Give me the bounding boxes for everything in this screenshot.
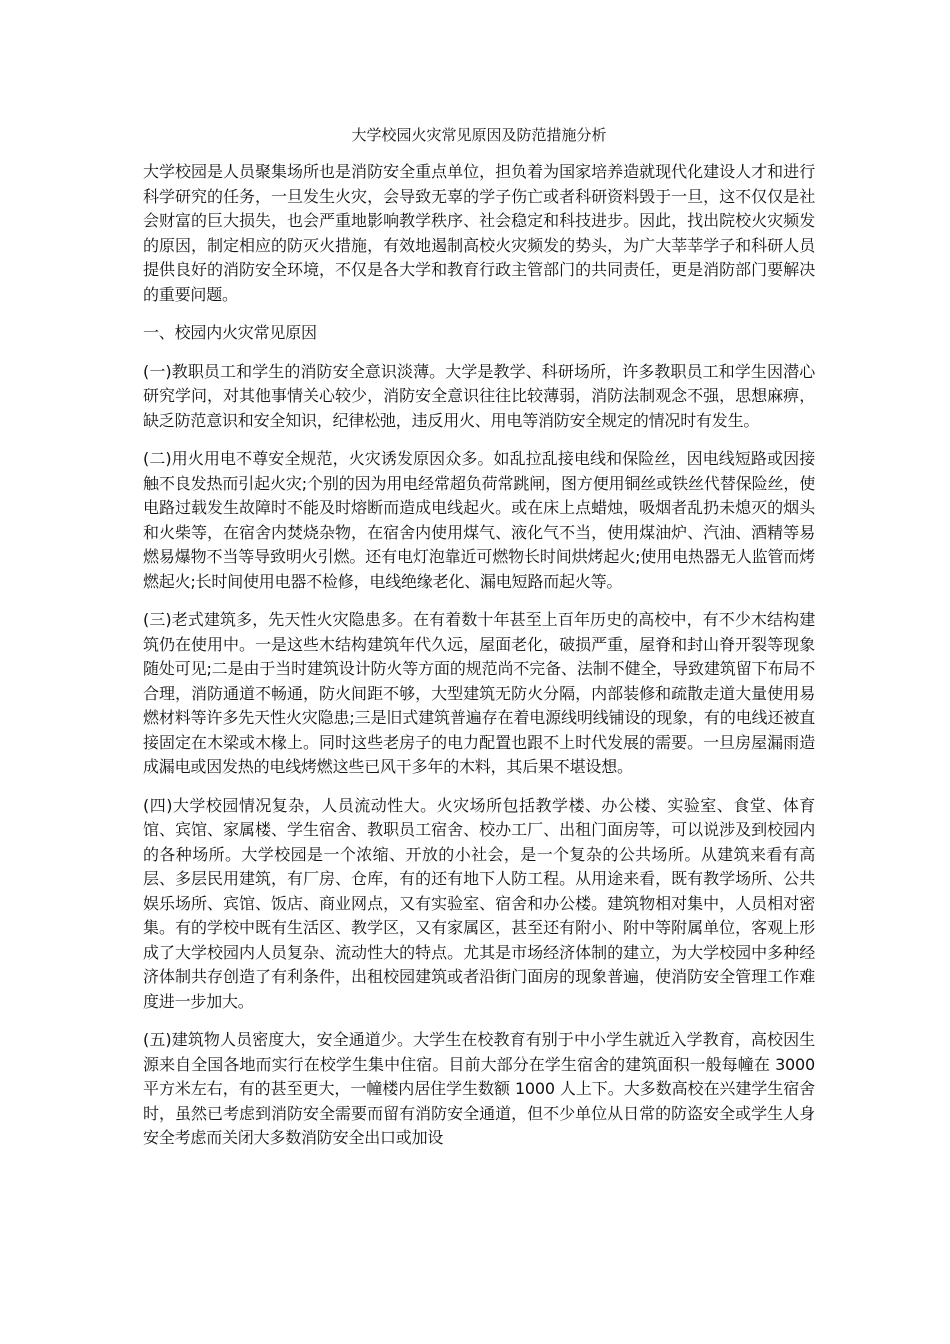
body-paragraph: (三)老式建筑多，先天性火灾隐患多。在有着数十年甚至上百年历史的高校中，有不少木结构建筑仍在使用中。一是这些木结构建筑年代久远，屋面老化，破损严重，屋脊和封山脊开裂等现象随处可见;二是由于当时建筑设计防火等方面的规范尚不完备、法制不健全，导致建筑留下布局不合理，消防通道不畅通，防火间距不够，大型建筑无防火分隔，内部装修和疏散走道大量使用易燃材料等许多先天性火灾隐患;三是旧式建筑普遍存在着电源线明线铺设的现象，有的电线还被直接固定在木梁或木椽上。同时这些老房子的电力配置也跟不上时代发展的需要。一旦房屋漏雨造成漏电或因发热的电线烤燃这些已风干多年的木料，其后果不堪设想。: [143, 610, 815, 776]
intro-paragraph: 大学校园是人员聚集场所也是消防安全重点单位，担负着为国家培养造就现代化建设人才和进行科学研究的任务，一旦发生火灾，会导致无辜的学子伤亡或者科研资料毁于一旦，这不仅仅是社会财富的巨大损失，也会严重地影响教学秩序、社会稳定和科技进步。因此，找出院校火灾频发的原因，制定相应的防灭火措施，有效地遏制高校火灾频发的势头，为广大莘莘学子和科研人员提供良好的消防安全环境，不仅是各大学和教育行政主管部门的共同责任，更是消防部门要解决的重要问题。: [143, 162, 815, 304]
section-heading: 一、校园内火灾常见原因: [143, 323, 317, 342]
body-paragraph: (一)教职员工和学生的消防安全意识淡薄。大学是教学、科研场所，许多教职员工和学生因潜心研究学问，对其他事情关心较少，消防安全意识往往比较薄弱，消防法制观念不强，思想麻痹，缺乏防范意识和安全知识，纪律松弛，违反用火、用电等消防安全规定的情况时有发生。: [143, 361, 815, 430]
document-title: 大学校园火灾常见原因及防范措施分析: [351, 126, 607, 144]
body-paragraph: (五)建筑物人员密度大，安全通道少。大学生在校教育有别于中小学生就近入学教育，高校因生源来自全国各地而实行在校学生集中住宿。目前大部分在学生宿舍的建筑面积一般每幢在 3000 平方米左右，有的甚至更大，一幢楼内居住学生数额 1000 人上下。大多数高校在兴建学生宿舍时，虽然已考虑到消防安全需要而留有消防安全通道，但不少单位从日常的防盗安全或学生人身安全考虑而关闭大多数消防安全出口或加设: [143, 1030, 815, 1147]
document-page: [143, 124, 815, 1165]
body-paragraph: (四)大学校园情况复杂，人员流动性大。火灾场所包括教学楼、办公楼、实验室、食堂、体育馆、宾馆、家属楼、学生宿舍、教职员工宿舍、校办工厂、出租门面房等，可以说涉及到校园内的各种场所。大学校园是一个浓缩、开放的小社会，是一个复杂的公共场所。从建筑来看有高层、多层民用建筑，有厂房、仓库，有的还有地下人防工程。从用途来看，既有教学场所、公共娱乐场所、宾馆、饭店、商业网点，又有实验室、宿舍和办公楼。建筑物相对集中，人员相对密集。有的学校中既有生活区、教学区，又有家属区，甚至还有附小、附中等附属单位，客观上形成了大学校园内人员复杂、流动性大的特点。尤其是市场经济体制的建立，为大学校园中多种经济体制共存创造了有利条件，出租校园建筑或者沿街门面房的现象普遍，使消防安全管理工作难度进一步加大。: [143, 795, 815, 1011]
body-paragraph: (二)用火用电不尊安全规范，火灾诱发原因众多。如乱拉乱接电线和保险丝，因电线短路或因接触不良发热而引起火灾;个别的因为用电经常超负荷常跳闸，图方便用铜丝或铁丝代替保险丝，使电路过载发生故障时不能及时熔断而造成电线起火。或在床上点蜡烛，吸烟者乱扔未熄灭的烟头和火柴等，在宿舍内焚烧杂物，在宿舍内使用煤气、液化气不当，使用煤油炉、汽油、酒精等易燃易爆物不当等导致明火引燃。还有电灯泡靠近可燃物长时间烘烤起火;使用电热器无人监管而烤燃起火;长时间使用电器不检修，电线绝缘老化、漏电短路而起火等。: [143, 449, 815, 591]
